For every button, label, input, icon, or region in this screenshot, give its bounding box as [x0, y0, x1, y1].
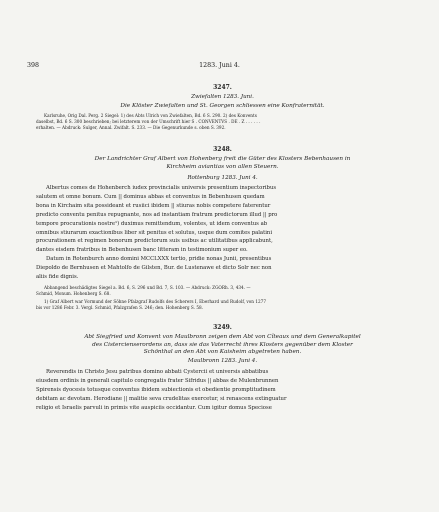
text-line: religio et Israelis parvuli in primis vite auspiciis occidantur. Cum igitur domus Speciose [36, 404, 272, 411]
note-line: Abbangend beschädigtes Siegel a. Bd. 6, S. 296 und Bd. 7, S. 103. — Abdruck: ZGORh. 3, 434. — [44, 285, 251, 290]
regest-line: Schönthal an den Abt von Kaisheim abgetreten haben. [143, 349, 302, 356]
regest-line: Abt Siegfried und Konvent von Maulbronn zeigen dem Abt von Cîteaux und dem Generalkapitel [84, 334, 361, 340]
running-head [0, 62, 439, 72]
text-3248 [36, 184, 409, 282]
text-line: dantes eisdem fratribus in Bebenhusen banc litteram in testimonium super eo. [36, 247, 248, 254]
running-head-title: 1283. Juni 4. [199, 62, 240, 69]
document-number-3249: 3249. [213, 324, 232, 331]
text-line: bona in Kirchaim sita possideant et rusiici ibidem || stiuras nobis competere faterentur [36, 202, 271, 209]
regest-line: des Cistercienserordens an, dass sie das Vaterrecht ihres Klosters gegenüber dem Kloster [92, 341, 353, 348]
note-line: Karlsruhe, Orig Dal. Perg. 2 Siegel: 1) des Abts Ulrich von Zwiefalten, Bd. 6 S. 290. 2) des Konvents [44, 113, 257, 118]
text-line: aliis fide dignis. [36, 274, 79, 281]
text-line: eiusdem ordinis in generali capitulo congregatis frater Sifridus || abbas de Mulenbrunnen [36, 377, 279, 384]
notes-3247 [36, 113, 409, 131]
text-line: omnibus stiurarum exactionibus liber sit penitus et solutus, usque dum comites palatini [36, 229, 273, 236]
note-line: erhalten. — Abdruck: Sulger, Annal. Zwifalt. S. 233. — Die Gegenurkunde s. oben S. 392. [36, 125, 226, 130]
text-line: Datum in Rotenburch anno domini MCCLXXX tertio, pridie nonas Junii, presentibus [46, 256, 272, 263]
footnote-line: bis vor 1286 Febr. 3. Vergl. Schmid, Pfalzgrafen S. 246; den. Hohenberg S. 58. [36, 305, 203, 310]
text-3249 [36, 368, 409, 413]
regest-3248 [36, 156, 409, 171]
text-line: salutem et omne bonum. Cum || dominus abbas et conventus in Bebenhusen quedam [36, 193, 265, 200]
regest-3247: Die Klöster Zwiefalten und St. Georgen schliessen eine Konfraternität. [120, 103, 325, 109]
text-line: predicto conventu penitus repugnante, nos ad instantiam fratrum predictorum illud || pro [36, 211, 278, 218]
regest-3249 [36, 334, 409, 357]
text-line: procurationem et regimen bonorum predictorum suis usibus ac utilitatibus applicabunt, [36, 238, 273, 245]
regest-line: Der Landrichter Graf Albert von Hohenberg freit die Güter des Klosters Bebenhausen in [94, 156, 351, 162]
regest-line: Kirchheim aviantias von allen Steuern. [166, 163, 279, 170]
note-line: daselbst, Bd. 6 S. 300 beschrieben; bei letzterem von der Umschrift hier S . CONVENTVS . DE . Z . . . . . . [36, 119, 261, 124]
notes-3248 [36, 285, 409, 311]
text-line: debitam ac devotam. Herodiane || malitie seva crudelitas exercetur, si renascens extinguatur [36, 395, 287, 402]
note-line: Schmid, Monum. Hohenberg S. 68. [36, 291, 111, 296]
document-number-3247: 3247. [213, 84, 232, 91]
text-line: Diepoldo de Bernhusen et Mahtolfo de Gilsten, Bur. de Lustenawe et dicto Solr nec non [36, 265, 272, 272]
footnote-line: 1) Graf Albert war Vormund der Söhne Pfalzgraf Rudolfs des Scherers I, Eberhard und Rudolf, von 1277 [44, 299, 266, 304]
text-line: Reverendis in Christo Jesu patribus domino abbati Cystercii et universis abbatibus [46, 369, 269, 375]
document-number-3248: 3248. [213, 146, 232, 153]
place-date-3248: Rottenburg 1283. Juni 4. [187, 175, 258, 181]
place-date-3249: Maulbronn 1283. Juni 4. [187, 358, 258, 364]
text-line: tempore procurationis nostre¹) duximus remittendum, volentes, ut idem conventus ab [36, 220, 268, 227]
text-line: Albertus comes de Hohenberch iudex provincialis universis presentium inspectoribus [46, 185, 277, 191]
place-date-3247: Zwiefalten 1283. Juni. [191, 94, 254, 100]
page-number: 398 [27, 62, 40, 69]
text-line: Spirensis dyocesis totusque conventus ibidem subiectionis et obedientie promptitudinem [36, 386, 276, 393]
